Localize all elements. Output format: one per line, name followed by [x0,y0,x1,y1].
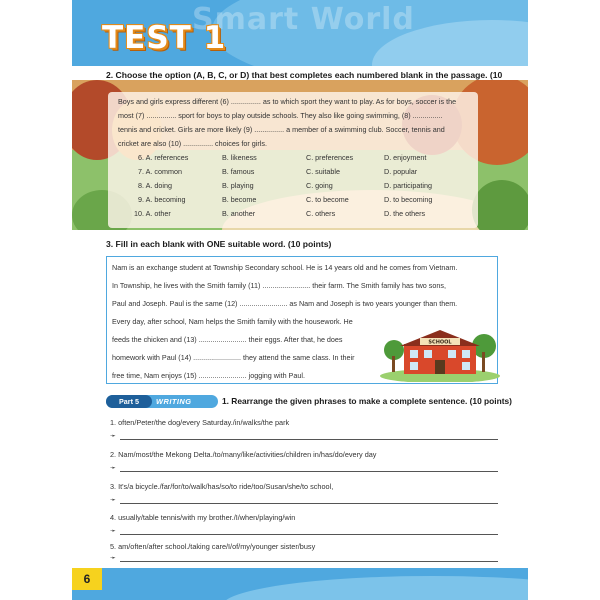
part-5-badge [106,395,218,408]
option-a: 8. A. doing [138,181,172,190]
option-a: 6. A. references [138,153,189,162]
passage-line: cricket are also (10) ............... choices for girls. [118,139,267,148]
watermark: Smart World [192,2,415,37]
option-c: C. suitable [306,167,340,176]
arrow-icon: ➛ [110,465,116,472]
option-c: C. going [306,181,333,190]
passage-line: Every day, after school, Nam helps the Smith family with the housework. He [112,317,353,326]
answer-line[interactable] [110,529,490,537]
rearrange-prompt: 1. often/Peter/the dog/every Saturday./in/walks/the park [110,418,290,427]
option-d: D. enjoyment [384,153,427,162]
school-sign: SCHOOL [428,339,452,346]
option-a: 9. A. becoming [138,195,186,204]
passage-line: homework with Paul (14) ........................ they attend the same class. In their [112,353,355,362]
answer-line[interactable] [110,434,490,442]
option-d: D. popular [384,167,418,176]
arrow-icon: ➛ [110,433,116,440]
option-b: B. become [222,195,257,204]
option-d: D. participating [384,181,432,190]
option-b: B. another [222,209,256,218]
option-a: 10. A. other [134,209,171,218]
q3-title: 3. Fill in each blank with ONE suitable word. (10 points) [106,239,332,249]
page-number: 6 [72,568,102,590]
passage-line: Nam is an exchange student at Township Secondary school. He is 14 years old and he comes from Vietnam. [112,263,458,272]
skill-label: WRITING [156,397,192,406]
passage-line: In Township, he lives with the Smith family (11) ........................ their farm. The Smith family has two sons, [112,281,446,290]
answer-line[interactable] [110,466,490,474]
option-d: D. to becoming [384,195,433,204]
workbook-page [72,0,528,600]
rearrange-prompt: 4. usually/table tennis/with my brother./I/when/playing/win [110,513,296,522]
passage-line: most (7) ............... sport for boys to play outside schools. They also like going swimming, (8) ............... [118,111,443,120]
passage-line: free time, Nam enjoys (15) ........................ jogging with Paul. [112,371,305,380]
q2-title: 2. Choose the option (A, B, C, or D) that best completes each numbered blank in the passage. (10 [106,70,503,80]
option-a: 7. A. common [138,167,182,176]
arrow-icon: ➛ [110,528,116,535]
footer-band [72,568,528,600]
option-d: D. the others [384,209,426,218]
rearrange-prompt: 2. Nam/most/the Mekong Delta./to/many/like/activities/children in/has/do/every day [110,450,377,459]
option-b: B. playing [222,181,254,190]
answer-line[interactable] [110,498,490,506]
passage-line: Paul and Joseph. Paul is the same (12) ........................ as Nam and Joseph is two years younger than them. [112,299,458,308]
option-b: B. famous [222,167,255,176]
option-c: C. to become [306,195,349,204]
option-c: C. preferences [306,153,354,162]
part5-question-title: 1. Rearrange the given phrases to make a complete sentence. (10 points) [222,396,512,406]
header-band [72,0,528,66]
test-title: TEST 1 [102,20,227,56]
arrow-icon: ➛ [110,555,116,562]
rearrange-prompt: 3. It's/a bicycle./far/for/to/walk/has/so/to ride/too/Susan/she/to school, [110,482,334,491]
part-label: Part 5 [106,395,152,408]
option-b: B. likeness [222,153,257,162]
rearrange-prompt: 5. am/often/after school./taking care/I/of/my/younger sister/busy [110,542,316,551]
arrow-icon: ➛ [110,497,116,504]
passage-line: Boys and girls express different (6) ............... as to which sport they want to play. As for boys, soccer is the [118,97,457,106]
passage-line: tennis and cricket. Girls are more likely (9) ............... a member of a swimming club. Soccer, tennis and [118,125,445,134]
answer-line[interactable] [110,556,490,564]
passage-line: feeds the chicken and (13) ........................ their eggs. After that, he does [112,335,343,344]
school-building-illustration [380,322,500,382]
option-c: C. others [306,209,336,218]
